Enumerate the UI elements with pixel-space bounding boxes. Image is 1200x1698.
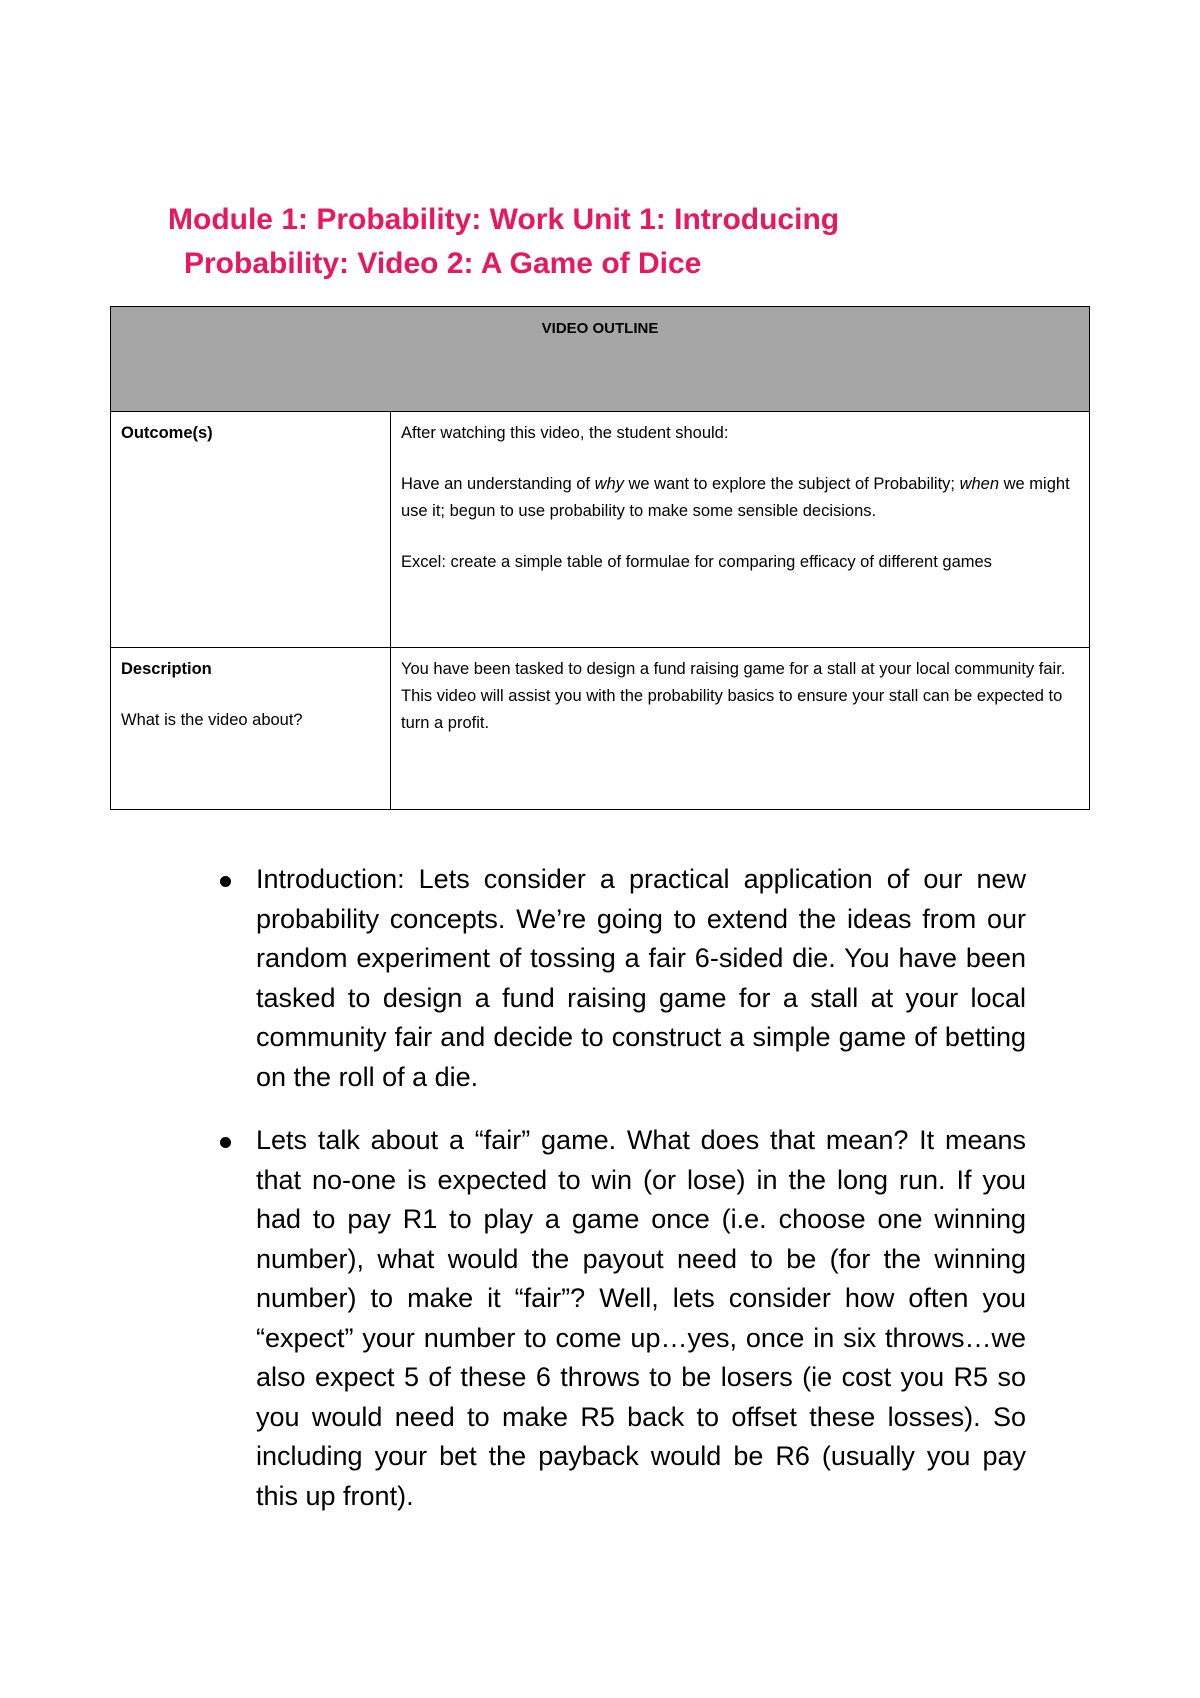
outcome-understanding: [401, 471, 1079, 525]
outcome-label-cell: [111, 412, 391, 648]
table-header-row: [111, 307, 1090, 412]
outcome-intro: After watching this video, the student should:: [401, 424, 729, 442]
outcome-text-b: we want to explore the subject of Probability;: [623, 475, 960, 493]
bullet-icon: [220, 1137, 231, 1148]
list-item: [220, 860, 1026, 1097]
bullet-text-fair-game: Lets talk about a “fair” game. What does that mean? It means that no-one is expected to win (or lose) in the long run. If you had to pay R1 to play a game once (i.e. choose one winning number), what would the payout need to be (for the winning number) to make it “fair”? Well, lets consider how often you “expect” your number to come up…yes, once in six throws…we also expect 5 of these 6 throws to be losers (ie cost you R5 so you would need to make R5 back to offset these losses). So including your bet the payback would be R6 (usually you pay this up front).: [256, 1125, 1026, 1511]
video-outline-table: [110, 306, 1090, 810]
description-text: You have been tasked to design a fund raising game for a stall at your local community fair. This video will assist you with the probability basics to ensure your stall can be expected to turn a profit.: [401, 660, 1066, 732]
bullet-icon: [220, 876, 231, 887]
title-line-1: Module 1: Probability: Work Unit 1: Introducing: [168, 203, 840, 236]
table-row-description: [111, 648, 1090, 810]
outcome-label: Outcome(s): [121, 424, 213, 442]
title-line-2: Probability: Video 2: A Game of Dice: [184, 247, 702, 280]
outcome-excel: Excel: create a simple table of formulae for comparing efficacy of different games: [401, 553, 992, 571]
description-label-cell: [111, 648, 391, 810]
description-label: Description: [121, 660, 212, 678]
bullet-list: [220, 860, 1026, 1516]
table-row-outcome: [111, 412, 1090, 648]
outcome-when: when: [959, 475, 1000, 493]
description-content-cell: [391, 648, 1090, 810]
bullet-text-introduction: Introduction: Lets consider a practical application of our new probability concepts. We’re going to extend the ideas from our random experiment of tossing a fair 6-sided die. You have been tasked to design a fund raising game for a stall at your local community fair and decide to construct a simple game of betting on the roll of a die.: [256, 864, 1026, 1092]
document-title: [168, 198, 928, 286]
description-sublabel: What is the video about?: [121, 711, 303, 729]
outcome-content-cell: [391, 412, 1090, 648]
outcome-text-a: Have an understanding of: [401, 475, 595, 493]
list-item: [220, 1121, 1026, 1516]
outcome-text-c: we might use it; begun to use probability to make some sensible decisions.: [401, 475, 1070, 520]
table-header: VIDEO OUTLINE: [111, 307, 1090, 412]
outcome-why: why: [594, 475, 624, 493]
